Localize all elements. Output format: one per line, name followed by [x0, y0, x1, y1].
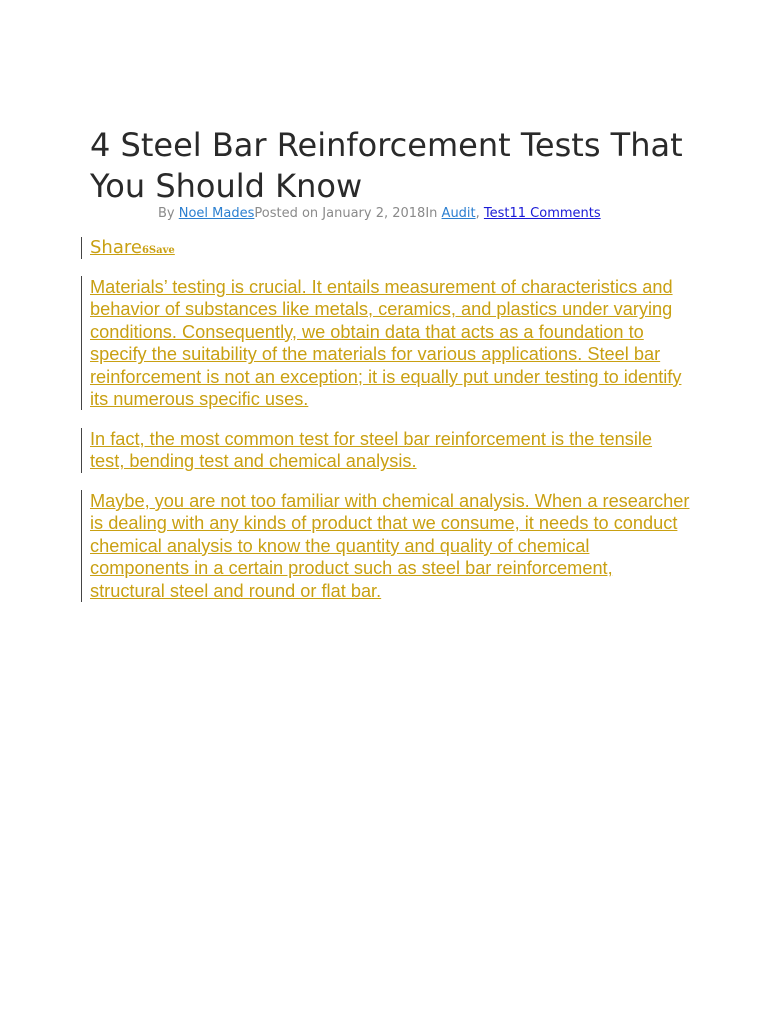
- article-title: 4 Steel Bar Reinforcement Tests That You Should Know: [90, 126, 683, 205]
- paragraph-block-1: [81, 276, 690, 410]
- paragraph-2[interactable]: In fact, the most common test for steel bar reinforcement is the tensile test, bending test and chemical analysis.: [90, 429, 653, 472]
- author-link[interactable]: Noel Mades: [178, 206, 255, 221]
- category-link[interactable]: Audit: [441, 206, 476, 221]
- save-button[interactable]: 6Save: [141, 245, 175, 256]
- share-bar: [81, 237, 690, 259]
- paragraph-block-2: [81, 428, 690, 473]
- paragraph-1[interactable]: Materials’ testing is crucial. It entails measurement of characteristics and behavior of substances like metals, ceramics, and plastics under varying conditions. Consequently, we obtain data that acts as a foundation to specify the suitability of the materials for various applications. Steel bar reinforcement is not an exception; it is equally put under testing to identify its numerous specific uses.: [90, 277, 682, 410]
- meta-separator: ,: [475, 206, 484, 221]
- by-label: By: [158, 206, 179, 221]
- paragraph-block-3: [81, 490, 690, 602]
- article-meta: [158, 205, 601, 222]
- posted-label: Posted on January 2, 2018In: [254, 206, 442, 221]
- share-button[interactable]: Share: [90, 237, 142, 258]
- comments-link[interactable]: Test11 Comments: [483, 206, 601, 221]
- paragraph-3[interactable]: Maybe, you are not too familiar with chemical analysis. When a researcher is dealing with any kinds of product that we consume, it needs to conduct chemical analysis to know the quantity and quality of chemical components in a certain product such as steel bar reinforcement, structural steel and round or flat bar.: [90, 491, 690, 601]
